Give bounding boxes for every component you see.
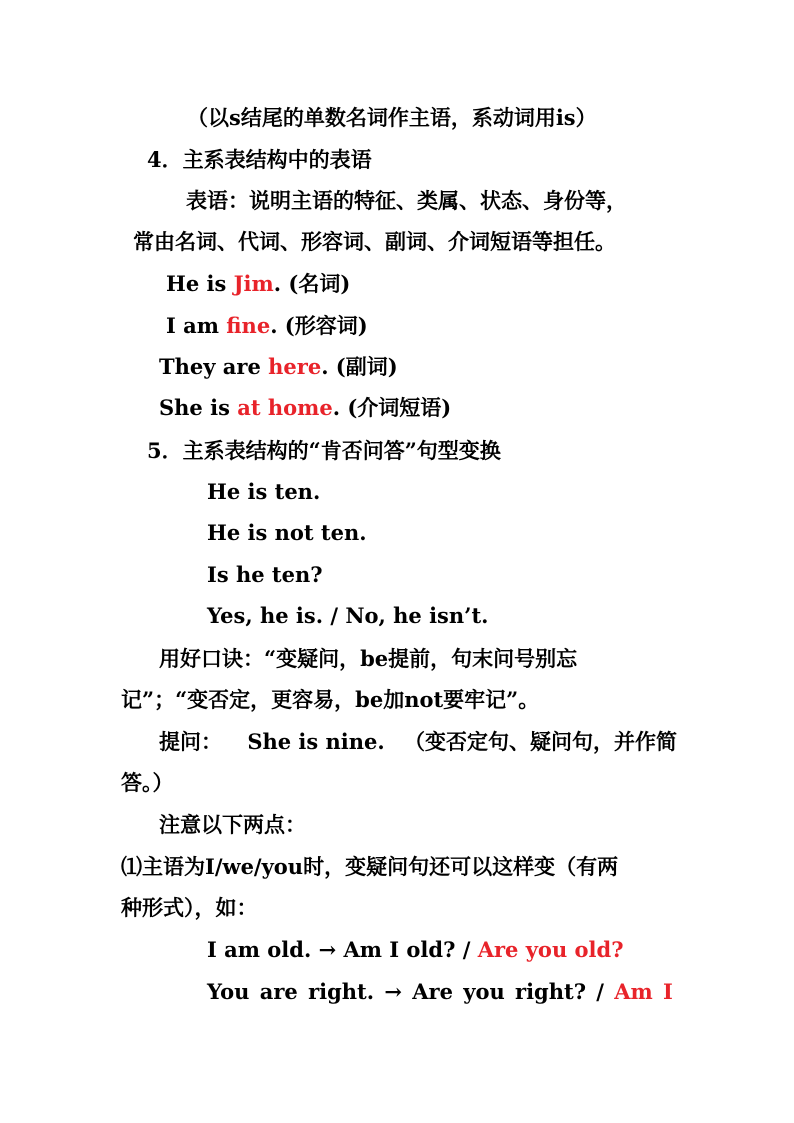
example-prepositional-phrase-text: She is [159, 395, 238, 420]
note-line: （以s结尾的单数名词作主语，系动词用is） [187, 105, 597, 130]
example-adjective-highlight: fine [226, 313, 271, 338]
example-noun-label: . (名词) [273, 271, 351, 296]
note-point1-line1: ⑴主语为I/we/you时，变疑问句还可以这样变（有两 [121, 854, 619, 879]
note-example2-word: You [207, 979, 250, 1004]
example-noun-highlight: Jim [233, 271, 274, 296]
section4-definition-line2: 常由名词、代词、形容词、副词、介词短语等担任。 [133, 229, 616, 254]
note-example2-highlight-word: I [663, 979, 673, 1004]
note-point1-line2: 种形式），如： [121, 895, 258, 920]
answer-example: Yes, he is. / No, he isn’t. [207, 603, 489, 628]
section5-heading: 5．主系表结构的“肯否问答”句型变换 [147, 438, 501, 463]
question-example: Is he ten? [207, 562, 323, 587]
exercise-line [159, 728, 677, 756]
note-example1-text: I am old. → Am I old? / [207, 937, 478, 962]
mnemonic-line2: 记”；“变否定，更容易，be加not要牢记”。 [121, 687, 540, 712]
note-example1-highlight: Are you old? [477, 937, 624, 962]
section4-heading: 4．主系表结构中的表语 [147, 147, 372, 172]
example-prepositional-phrase-highlight: at home [237, 395, 333, 420]
section4-definition-line1: 表语：说明主语的特征、类属、状态、身份等， [186, 188, 627, 213]
affirmative-example: He is ten. [207, 479, 321, 504]
exercise-task: （变否定句、疑问句，并作简 [404, 729, 678, 754]
note-example2-word: are [259, 979, 298, 1004]
mnemonic-line1: 用好口诀：“变疑问，be提前，句末问号别忘 [159, 646, 578, 671]
note-example2-word: Are [412, 979, 453, 1004]
note-example2-separator: / [596, 979, 604, 1004]
note-example2-word: you [463, 979, 505, 1004]
negative-example: He is not ten. [207, 520, 367, 545]
example-noun-text: He is [166, 271, 234, 296]
example-adjective [166, 312, 368, 340]
example-adjective-label: . (形容词) [270, 313, 368, 338]
exercise-sentence: She is nine. [247, 729, 385, 754]
note-example2-arrow: → [384, 979, 402, 1004]
note-example2-highlight-word: Am [614, 979, 653, 1004]
notes-heading: 注意以下两点： [159, 812, 306, 837]
example-adverb-label: . (副词) [321, 354, 398, 379]
note-example2-word: right. [308, 979, 375, 1004]
example-adverb-highlight: here [268, 354, 322, 379]
note-example1 [207, 936, 624, 964]
example-prepositional-phrase [159, 394, 451, 422]
note-example2-word: right? [515, 979, 587, 1004]
example-prepositional-phrase-label: . (介词短语) [332, 395, 452, 420]
exercise-label: 提问： [159, 729, 222, 754]
note-example2 [207, 978, 673, 1006]
example-adverb [159, 353, 398, 381]
example-adverb-text: They are [159, 354, 269, 379]
exercise-line2: 答。） [121, 770, 174, 795]
example-adjective-text: I am [166, 313, 227, 338]
example-noun [166, 270, 350, 298]
